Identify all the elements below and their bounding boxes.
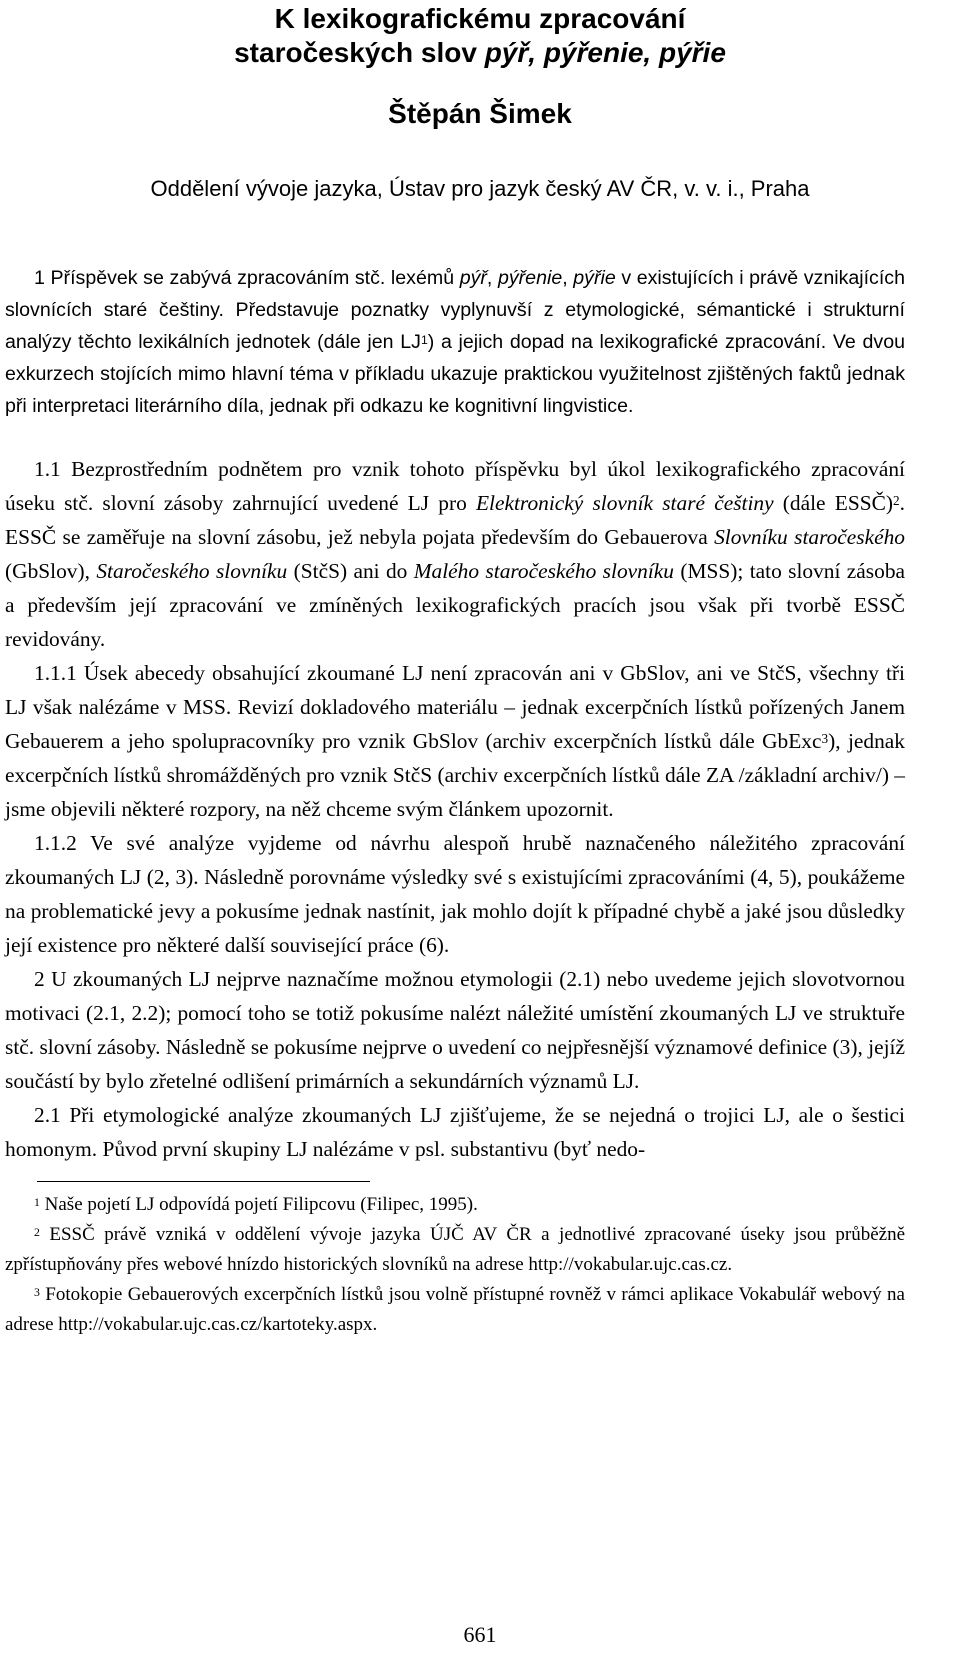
footnote-ref-2[interactable]: 2 (893, 493, 900, 509)
italic-title: Staročeského slovníku (96, 559, 288, 583)
footnote-text: Fotokopie Gebauerových excerpčních lístků jsou volně přístupné rovněž v rámci aplikace Vokabulář webový na adrese http://vokabular.ujc.cas.cz/kartoteky.aspx. (5, 1284, 905, 1335)
abstract-paragraph (5, 262, 905, 422)
footnote-number: 2 (34, 1225, 40, 1239)
page-number: 661 (463, 1622, 497, 1647)
italic-term: pýřie (573, 267, 616, 289)
paragraph-1-1-1 (5, 656, 905, 826)
text-run: 1.1.1 Úsek abecedy obsahující zkoumané LJ není zpracován ani v GbSlov, ani ve StčS, všechny tři LJ však nalézáme v MSS. Revizí dokladového materiálu – jednak excerpčních lístků pořízených Janem Gebauerem a jeho spolupracovníky pro vznik GbSlov (archiv excerpčních lístků dále GbExc (5, 661, 905, 753)
text-run: , (486, 267, 498, 289)
italic-term: pýř (459, 267, 487, 289)
footnote-text: Naše pojetí LJ odpovídá pojetí Filipcovu (Filipec, 1995). (39, 1194, 478, 1215)
body-text (5, 452, 905, 1166)
text-run: v existujících i právě vznikajících slovnících staré češtiny. Představuje poznatky vyplynuvší z etymologické, sémantické i strukturní analýzy těchto lexikálních jednotek (dále jen LJ (5, 267, 905, 353)
footnote-3 (5, 1280, 905, 1340)
author-name: Štěpán Šimek (388, 98, 572, 129)
footnotes (5, 1190, 905, 1340)
footnote-1 (5, 1190, 905, 1220)
text-run: ), jednak excerpčních lístků shromážděných pro vznik StčS (archiv excerpčních lístků dále ZA /základní archiv/) – jsme objevili některé rozpory, na něž chceme svým článkem upozornit. (5, 729, 905, 821)
text-run: (dále ESSČ) (773, 491, 894, 515)
text-run: (GbSlov), (5, 559, 97, 583)
text-run: ) a jejich dopad na lexikografické zpracování. Ve dvou exkurzech stojících mimo hlavní téma v příkladu ukazuje praktickou využitelnost zjištěných faktů jednak při interpretaci literárního díla, jednak při odkazu ke kognitivní lingvistice. (5, 331, 905, 417)
italic-title: Malého staročeského slovníku (413, 559, 674, 583)
text-run: (StčS) ani do (287, 559, 414, 583)
author-affiliation: Oddělení vývoje jazyka, Ústav pro jazyk český AV ČR, v. v. i., Praha (150, 176, 810, 201)
text-run: . ESSČ se zaměřuje na slovní zásobu, jež nebyla pojata především do Gebauerova (5, 491, 905, 549)
paragraph-1-1 (5, 452, 905, 656)
footnote-number: 1 (34, 1195, 40, 1209)
title-line-2-italic: pýř, pýřenie, pýřie (484, 37, 726, 68)
italic-title: Elektronický slovník staré češtiny (475, 491, 774, 515)
text-run: 1 Příspěvek se zabývá zpracováním stč. lexémů (34, 267, 460, 289)
footnote-separator (37, 1181, 370, 1182)
footnote-ref-1[interactable]: 1 (420, 332, 428, 347)
abstract (5, 262, 905, 422)
italic-term: pýřenie (497, 267, 563, 289)
paragraph-2: 2 U zkoumaných LJ nejprve naznačíme možnou etymologii (2.1) nebo uvedeme jejich slovotvornou motivaci (2.1, 2.2); pomocí toho se totiž pokusíme nalézt náležité umístění zkoumaných LJ ve struktuře stč. slovní zásoby. Následně se pokusíme nejprve o uvedení co nejpřesnější významové definice (3), jejíž součástí by bylo zřetelné odlišení primárních a sekundárních významů LJ. (5, 967, 905, 1093)
paragraph-1-1-2: 1.1.2 Ve své analýze vyjdeme od návrhu alespoň hrubě naznačeného náležitého zpracování zkoumaných LJ (2, 3). Následně porovnáme výsledky své s existujícími zpracováními (4, 5), poukážeme na problematické jevy a pokusíme jednak nastínit, jak mohlo dojít k případné chybě a jaké jsou důsledky její existence pro některé další související práce (6). (5, 831, 905, 957)
title-line-1: K lexikografickému zpracování (274, 3, 686, 34)
title-line-2-text: staročeských slov (234, 37, 485, 68)
text-run: 1.1 Bezprostředním podnětem pro vznik tohoto příspěvku byl úkol lexikografického zpracování úseku stč. slovní zásoby zahrnující uvedené LJ pro (5, 457, 905, 515)
paragraph-2-1: 2.1 Při etymologické analýze zkoumaných LJ zjišťujeme, že se nejedná o trojici LJ, ale o šestici homonym. Původ první skupiny LJ nalézáme v psl. substantivu (byť nedo- (5, 1103, 905, 1161)
footnote-text: ESSČ právě vzniká v oddělení vývoje jazyka ÚJČ AV ČR a jednotlivé zpracované úseky jsou průběžně zpřístupňovány přes webové hnízdo historických slovníků na adrese http://vokabular.ujc.cas.cz. (5, 1224, 905, 1275)
text-run: (MSS); tato slovní zásoba a především její zpracování ve zmíněných lexikografických pracích jsou však při tvorbě ESSČ revidovány. (5, 559, 906, 651)
italic-title: Slovníku staročeského (714, 525, 906, 549)
footnote-number: 3 (34, 1285, 40, 1299)
footnote-2 (5, 1220, 905, 1280)
footnote-ref-3[interactable]: 3 (821, 731, 829, 747)
text-run: , (562, 267, 574, 289)
title-line-2 (0, 34, 960, 72)
